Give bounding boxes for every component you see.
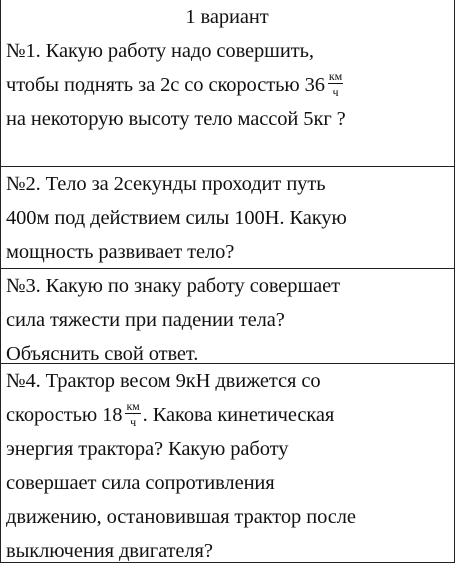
problem-4-line-1: №4. Трактор весом 9кН движется со [6, 370, 321, 392]
problem-3-line-1: №3. Какую по знаку работу совершает [6, 275, 340, 297]
problem-1-line-1: №1. Какую работу надо совершить, [6, 40, 314, 62]
problem-4-cell [1, 363, 454, 563]
speed-unit-numerator: км [126, 399, 140, 414]
problem-3-line-3: Объяснить свой ответ. [6, 343, 199, 365]
problem-1-line-3: на некоторую высоту тело массой 5кг ? [6, 108, 346, 130]
speed-unit-denominator: ч [130, 415, 137, 430]
problem-4-line-5: движению, остановившая трактор после [6, 506, 356, 528]
problem-4-line-6: выключения двигателя? [6, 540, 213, 562]
problem-4-line-2-tail: . Какова кинетическая [142, 404, 335, 426]
problem-4-line-2 [6, 398, 448, 432]
problem-4-line-2-text: скоростью 18 [6, 404, 123, 426]
problem-1-cell [1, 0, 454, 166]
problem-3-cell [1, 268, 454, 364]
speed-unit-fraction [328, 70, 343, 98]
problem-1-line-2 [6, 68, 448, 102]
speed-unit-numerator: км [328, 69, 343, 84]
problem-2-line-2: 400м под действием силы 100Н. Какую [6, 207, 347, 229]
problem-4-line-3: энергия трактора? Какую работу [6, 438, 289, 460]
problem-2-cell [1, 166, 454, 269]
problem-2-line-1: №2. Тело за 2секунды проходит путь [6, 173, 326, 195]
problem-1-line-2-text: чтобы поднять за 2с со скоростью 36 [6, 74, 325, 96]
speed-unit-denominator: ч [332, 85, 339, 100]
problem-3-line-2: сила тяжести при падении тела? [6, 309, 285, 331]
problem-2-line-3: мощность развивает тело? [6, 241, 235, 263]
problem-4-line-4: совершает сила сопротивления [6, 472, 275, 494]
speed-unit-fraction [125, 400, 140, 428]
variant-title: 1 вариант [185, 6, 269, 28]
